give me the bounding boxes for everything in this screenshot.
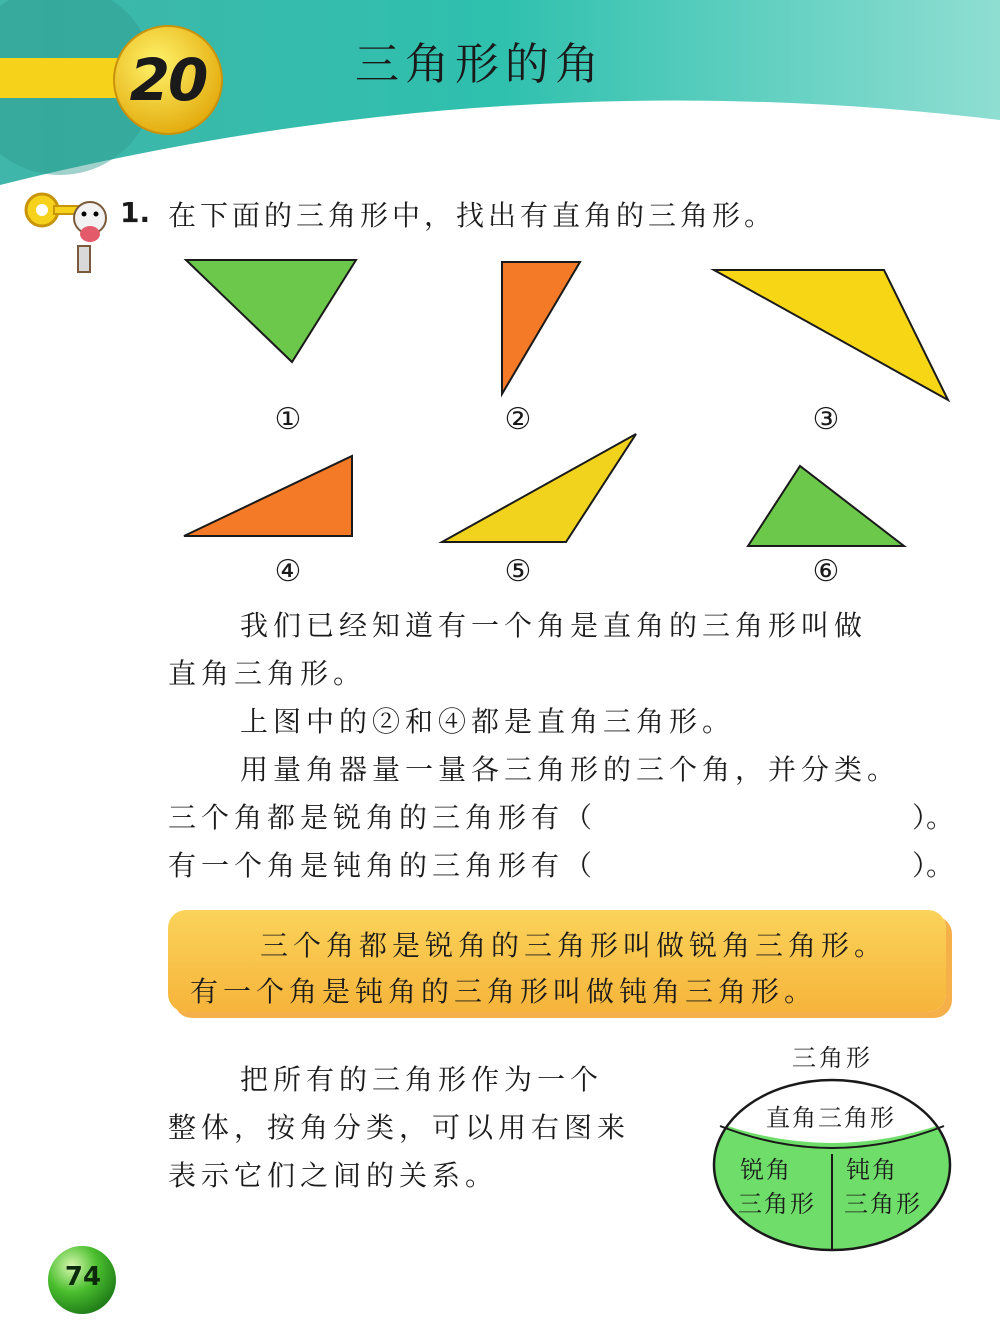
diagram-title: 三角形 <box>792 1044 873 1072</box>
question-number: 1. <box>120 196 151 229</box>
triangle-2-label: ② <box>504 402 532 437</box>
triangle-figures <box>0 0 1000 600</box>
obtuse-label-1: 钝角 <box>846 1156 898 1184</box>
body-line-4: 用量角器量一量各三角形的三个角，并分类。 <box>240 753 901 786</box>
triangle-1-label: ① <box>274 402 302 437</box>
obtuse-blank-close: ）。 <box>912 849 955 882</box>
classification-diagram <box>700 1030 960 1260</box>
triangle-5 <box>442 434 636 542</box>
classification-line-2: 整体，按角分类，可以用右图来 <box>168 1111 631 1144</box>
triangle-4 <box>184 456 352 536</box>
triangle-5-label: ⑤ <box>504 554 532 589</box>
acute-label-2: 三角形 <box>738 1190 816 1218</box>
question-prompt: 在下面的三角形中，找出有直角的三角形。 <box>168 199 777 232</box>
classification-line-3: 表示它们之间的关系。 <box>168 1159 499 1192</box>
body-line-1: 我们已经知道有一个角是直角的三角形叫做 <box>240 609 868 642</box>
page-number: 74 <box>64 1262 102 1292</box>
triangle-6 <box>748 466 904 546</box>
triangle-4-label: ④ <box>274 554 302 589</box>
obtuse-blank-prompt: 有一个角是钝角的三角形有（ <box>168 849 598 882</box>
body-line-2: 直角三角形。 <box>168 657 367 690</box>
page-title: 三角形的角 <box>355 39 605 90</box>
triangle-6-label: ⑥ <box>812 554 840 589</box>
acute-blank-close: ）。 <box>912 801 955 834</box>
definition-callout <box>168 910 946 1012</box>
lesson-number: 20 <box>129 46 207 114</box>
callout-line-2: 有一个角是钝角的三角形叫做钝角三角形。 <box>190 975 818 1008</box>
classification-line-1: 把所有的三角形作为一个 <box>240 1063 604 1096</box>
body-line-3: 上图中的②和④都是直角三角形。 <box>240 705 736 738</box>
triangle-1 <box>186 260 356 362</box>
triangle-3-label: ③ <box>812 402 840 437</box>
triangle-2 <box>502 262 580 394</box>
triangle-3 <box>714 270 948 400</box>
acute-label-1: 锐角 <box>740 1156 792 1184</box>
right-triangle-label: 直角三角形 <box>766 1104 896 1132</box>
callout-line-1: 三个角都是锐角的三角形叫做锐角三角形。 <box>260 929 888 962</box>
obtuse-label-2: 三角形 <box>844 1190 922 1218</box>
acute-blank-prompt: 三个角都是锐角的三角形有（ <box>168 801 598 834</box>
